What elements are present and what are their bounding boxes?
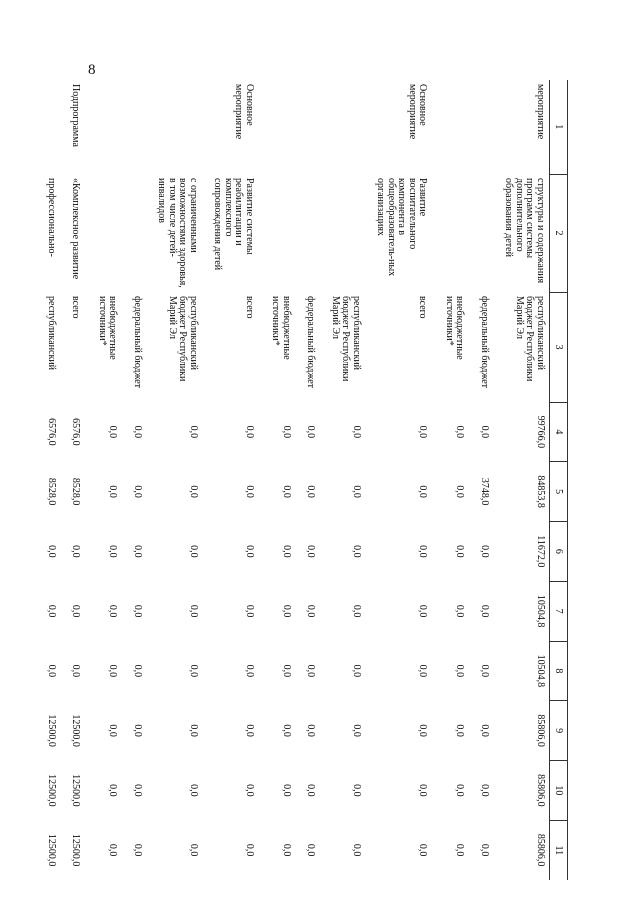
amount-cell: 99766,0: [535, 415, 546, 449]
amount-cell: 0,0: [107, 604, 119, 618]
amount-cell: 0,0: [281, 843, 292, 857]
amount-cell: 0,0: [417, 843, 429, 857]
table-row: [469, 80, 494, 880]
amount-cell: 0,0: [107, 784, 119, 797]
amount-cell: 0,0: [107, 545, 119, 558]
amount-cell: 0,0: [305, 604, 317, 618]
amount-cell: 0,0: [454, 724, 466, 737]
amount-cell: 10504,8: [535, 594, 546, 628]
amount-cell: 0,0: [417, 485, 429, 498]
amount-cell: 0,0: [107, 724, 119, 737]
amount-cell: 0,0: [188, 664, 199, 678]
funding-source-cell: внебюджетные источники*: [444, 296, 466, 360]
amount-cell: 85806,0: [535, 774, 546, 807]
amount-cell: 3748,0: [479, 477, 490, 506]
amount-cell: 0,0: [46, 545, 57, 558]
table-row: [122, 80, 147, 880]
table-header-row: [550, 80, 568, 880]
row-type-cell: [320, 80, 366, 174]
amount-cell: 0,0: [305, 545, 317, 558]
amount-cell: 12500,0: [70, 833, 82, 867]
row-type-cell: [146, 80, 202, 174]
amount-cell: 0,0: [281, 545, 292, 558]
funding-source-cell: федеральный бюджет: [132, 296, 143, 389]
amount-cell: 0,0: [132, 604, 143, 618]
activity-name-cell: Развитие системы реабилитации и комплексного сопровождения детей: [212, 178, 255, 271]
table-row: [36, 80, 61, 880]
amount-cell: 0,0: [479, 784, 490, 797]
funding-source-cell: республиканский бюджет Республики Марий Эл: [167, 296, 199, 382]
amount-cell: 0,0: [244, 604, 255, 618]
amount-cell: 0,0: [188, 545, 199, 558]
amount-cell: 0,0: [417, 664, 429, 678]
column-header: 6: [550, 522, 568, 582]
amount-cell: 0,0: [351, 425, 362, 439]
column-header: 1: [550, 80, 568, 174]
column-header: 5: [550, 462, 568, 522]
budget-table: [36, 80, 569, 880]
page-number: 8: [88, 62, 96, 78]
funding-source-cell: внебюджетные источники*: [270, 296, 292, 360]
activity-name-cell: структуры и содержания программ системы дополнительного образования детей: [503, 178, 546, 284]
amount-cell: 0,0: [479, 604, 490, 618]
amount-cell: 0,0: [132, 843, 143, 857]
activity-name-cell: Развитие воспитательного компонента в общеобразователь-ных организациях: [375, 178, 429, 277]
amount-cell: 0,0: [107, 485, 119, 498]
funding-source-cell: внебюджетные источники*: [97, 296, 119, 360]
amount-cell: 0,0: [351, 784, 362, 797]
amount-cell: 8528,0: [46, 477, 57, 506]
row-type-cell: [434, 80, 469, 174]
table-row: [493, 80, 550, 880]
activity-name-cell: [469, 174, 494, 292]
amount-cell: 0,0: [454, 545, 466, 558]
amount-cell: 8528,0: [70, 477, 82, 506]
table-row: [260, 80, 295, 880]
amount-cell: 0,0: [132, 664, 143, 678]
amount-cell: 0,0: [351, 724, 362, 737]
amount-cell: 11672,0: [535, 535, 546, 568]
amount-cell: 0,0: [70, 664, 82, 678]
amount-cell: 0,0: [281, 604, 292, 618]
amount-cell: 0,0: [244, 425, 255, 439]
amount-cell: 0,0: [107, 425, 119, 439]
amount-cell: 0,0: [417, 604, 429, 618]
amount-cell: 6576,0: [46, 418, 57, 446]
funding-source-cell: всего: [70, 296, 82, 319]
column-header: 11: [550, 820, 568, 880]
row-type-cell: [260, 80, 295, 174]
rotated-page-content: [46, 80, 568, 880]
activity-name-cell: [260, 174, 295, 292]
activity-name-cell: с ограниченными возможностями здоровья, в том числе детей-инвалидов: [156, 178, 199, 288]
activity-name-cell: [320, 174, 366, 292]
amount-cell: 0,0: [188, 485, 199, 498]
amount-cell: 0,0: [46, 664, 57, 678]
amount-cell: 0,0: [107, 664, 119, 678]
activity-name-cell: [87, 174, 122, 292]
amount-cell: 0,0: [281, 664, 292, 678]
amount-cell: 85806,0: [535, 833, 546, 867]
amount-cell: 0,0: [281, 724, 292, 737]
amount-cell: 0,0: [479, 724, 490, 737]
column-header: 7: [550, 581, 568, 641]
amount-cell: 0,0: [454, 664, 466, 678]
row-type-cell: [122, 80, 147, 174]
amount-cell: 0,0: [454, 843, 466, 857]
amount-cell: 12500,0: [46, 714, 57, 747]
row-type-cell: [469, 80, 494, 174]
amount-cell: 0,0: [305, 784, 317, 797]
amount-cell: 0,0: [351, 604, 362, 618]
row-type-cell: мероприятие: [535, 84, 546, 140]
column-header: 10: [550, 761, 568, 821]
row-type-cell: [87, 80, 122, 174]
column-header: 8: [550, 641, 568, 701]
amount-cell: 0,0: [351, 664, 362, 678]
table-row: [320, 80, 366, 880]
amount-cell: 0,0: [479, 545, 490, 558]
row-type-cell: Подпрограмма: [70, 84, 82, 147]
amount-cell: 0,0: [305, 425, 317, 439]
amount-cell: 0,0: [244, 485, 255, 498]
activity-name-cell: [295, 174, 320, 292]
funding-source-cell: всего: [417, 296, 429, 319]
table-row: [295, 80, 320, 880]
funding-source-cell: республиканский бюджет Республики Марий Эл: [514, 296, 546, 382]
amount-cell: 0,0: [417, 784, 429, 797]
amount-cell: 6576,0: [70, 418, 82, 446]
amount-cell: 0,0: [305, 843, 317, 857]
amount-cell: 0,0: [70, 604, 82, 618]
amount-cell: 0,0: [454, 425, 466, 439]
amount-cell: 0,0: [244, 724, 255, 737]
row-type-cell: [36, 80, 61, 174]
amount-cell: 0,0: [70, 545, 82, 558]
amount-cell: 12500,0: [70, 714, 82, 747]
funding-source-cell: всего: [244, 296, 255, 319]
row-type-cell: Основное мероприятие: [407, 84, 429, 140]
row-type-cell: [295, 80, 320, 174]
table-row: [60, 80, 87, 880]
amount-cell: 0,0: [244, 784, 255, 797]
amount-cell: 0,0: [417, 425, 429, 439]
amount-cell: 0,0: [188, 425, 199, 439]
amount-cell: 0,0: [46, 604, 57, 618]
amount-cell: 0,0: [281, 485, 292, 498]
amount-cell: 10504,8: [535, 654, 546, 688]
table-row: [202, 80, 260, 880]
amount-cell: 0,0: [132, 724, 143, 737]
amount-cell: 0,0: [479, 843, 490, 857]
amount-cell: 0,0: [479, 664, 490, 678]
amount-cell: 0,0: [417, 545, 429, 558]
funding-source-cell: федеральный бюджет: [305, 296, 317, 389]
amount-cell: 0,0: [244, 545, 255, 558]
amount-cell: 12500,0: [70, 774, 82, 807]
amount-cell: 0,0: [351, 545, 362, 558]
amount-cell: 0,0: [188, 604, 199, 618]
amount-cell: 12500,0: [46, 774, 57, 807]
funding-source-cell: федеральный бюджет: [479, 296, 490, 389]
amount-cell: 0,0: [244, 843, 255, 857]
amount-cell: 0,0: [454, 485, 466, 498]
table-row: [365, 80, 434, 880]
amount-cell: 0,0: [188, 843, 199, 857]
amount-cell: 0,0: [132, 425, 143, 439]
amount-cell: 0,0: [188, 784, 199, 797]
amount-cell: 0,0: [244, 664, 255, 678]
amount-cell: 0,0: [188, 724, 199, 737]
row-type-cell: Основное мероприятие: [233, 84, 255, 140]
amount-cell: 0,0: [305, 724, 317, 737]
column-header: 9: [550, 701, 568, 761]
rotated-table-area: [46, 80, 568, 880]
amount-cell: 84853,8: [535, 475, 546, 508]
activity-name-cell: «Комплексное развитие: [70, 178, 82, 280]
column-header: 4: [550, 402, 568, 462]
amount-cell: 0,0: [351, 843, 362, 857]
amount-cell: 12500,0: [46, 833, 57, 867]
column-header: 2: [550, 174, 568, 292]
amount-cell: 0,0: [132, 545, 143, 558]
column-header: 3: [550, 292, 568, 402]
amount-cell: 0,0: [281, 784, 292, 797]
amount-cell: 0,0: [132, 784, 143, 797]
amount-cell: 0,0: [305, 664, 317, 678]
amount-cell: 0,0: [305, 485, 317, 498]
table-row: [146, 80, 202, 880]
amount-cell: 0,0: [454, 604, 466, 618]
amount-cell: 0,0: [132, 485, 143, 498]
table-row: [87, 80, 122, 880]
amount-cell: 0,0: [107, 843, 119, 857]
activity-name-cell: профессионально-: [46, 178, 57, 257]
funding-source-cell: республиканский бюджет Республики Марий Эл: [330, 296, 362, 382]
amount-cell: 0,0: [479, 425, 490, 439]
amount-cell: 0,0: [417, 724, 429, 737]
amount-cell: 0,0: [281, 425, 292, 439]
activity-name-cell: [434, 174, 469, 292]
amount-cell: 0,0: [351, 485, 362, 498]
amount-cell: 85806,0: [535, 714, 546, 747]
activity-name-cell: [122, 174, 147, 292]
amount-cell: 0,0: [454, 784, 466, 797]
table-row: [434, 80, 469, 880]
funding-source-cell: республиканский: [46, 296, 57, 371]
